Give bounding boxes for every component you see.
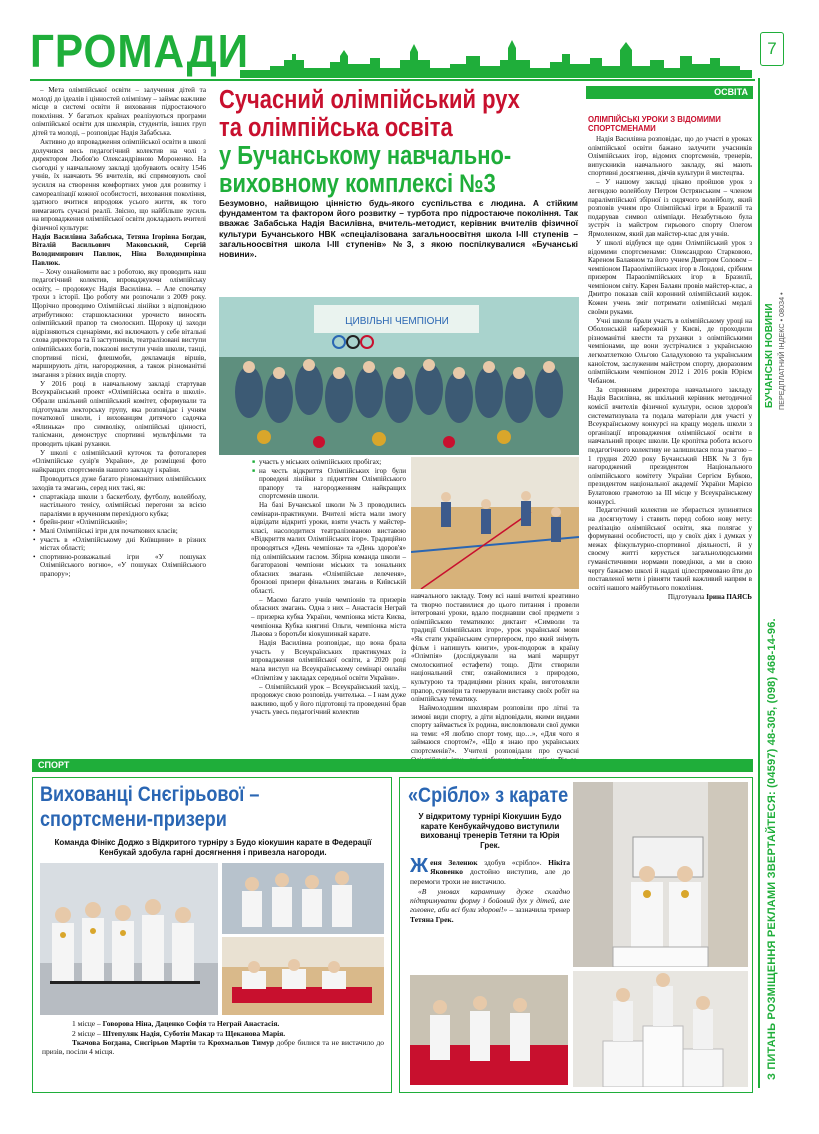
byline [588,593,752,602]
caption-second-place-last: Щеканова Марія. [225,1028,286,1038]
sport-left-title-line-2: спортсмени-призери [40,808,227,831]
paragraph: – Олімпійський урок – Всеукраїнський захід, – продовжує свою розповідь учителька. – І нам дуже важливо, щоб у його підготовці та проведенні брав участь увесь педагогічний колектив [251,682,406,717]
city-skyline-graphic [240,30,752,80]
sport-left-headline [40,782,385,832]
gym-photo [411,457,579,589]
list-item: • Малі Олімпійські ігри для початкових класів; [32,527,206,536]
caption-fourth-place-names: Ткачова Богдана, Снєгірьов Мартін [72,1038,197,1048]
paragraph: У школі відбувся ще один Олімпійський урок з відомими спортсменами: Олександрою Старковою, Кареном Балаяном та його учнем Дмитром Соловєм – чемпіоном Параолімпійських ігор в Лондоні, срібним призером Параолімпійських ігор в Бразилії, чемпіоном світу. Карен Балаян провів майстер-клас, а Дмитро показав свій коронний олімпійський кидок. Кожен учень зміг потримати олімпійські медалі своїми руками. [588,238,752,316]
caption-first-place-names: Говорова Ніна, Даценко Софія [102,1019,207,1028]
subsection-heading: ОЛІМПІЙСЬКІ УРОКИ З ВІДОМИМИ СПОРТСМЕНАМИ [588,115,721,133]
paragraph: Учні школи брали участь в олімпійському уроці на Оболонській набережній у Києві, де проходили різноманітні квести та руханки з олімпійськими чемпіонами, ще вони зустрічалися з українською легкоатлеткою Ольгою Саладуховою та українським каноїстом, заслуженим майстром спорту, дворазовим олімпійським чемпіоном 2012 і 2016 років Юрієм Чебаном. [588,316,752,385]
athlete-result-2: достойно виступив, але до перемоги трохи не вистачило. [410,867,571,886]
sidebar-divider [758,78,760,1088]
caption-first-place [42,1019,384,1028]
karate-team-photo-1 [40,863,218,1015]
athlete-result-1: здобув «срібло». [484,858,542,867]
athlete-name-1: еня Зеленюк [430,858,478,867]
paragraph: На базі Бучанської школи №3 проводились семінари-практикуми. Вчителі міста мали змогу відвідати відкриті уроки, взяти участь у майстер-класі, насолодитися театралізованою виставою «Відкриття малих Олімпійських ігор». Традиційно проводяться «День чемпіона» та «День здоров'я» під олімпійським гаслом. Збірна команда школи – багаторазові чемпіони міських та зональних обласних змагань «Олімпійське лелеченя», бронзові призери фінальних змагань в Київській області. [251,500,406,595]
paragraph: Проводиться дуже багато різноманітних олімпійських заходів та змагань, серед них такі, як: [32,475,206,492]
caption-second-place-names: Штепуляк Надія, Суботін Макар [102,1028,215,1038]
caption-second-place-label: 2 місце – [72,1028,101,1038]
list-item: • участь в «Олімпійському дні Київщини» в різних містах області; [32,536,206,553]
quote-text: «В умовах карантину дуже складно підтримувати форму і бойовий дух у дітей, але головне, аби всі були здорові!» [410,886,570,915]
brand-name-vertical: БУЧАНСЬКІ НОВИНИ [764,303,775,408]
group-photo [219,297,579,455]
list-item: ■ участь у міських олімпійських пробігах; [251,458,406,467]
byline-author: Ірина ПАЯСЬ [706,592,752,601]
section-masthead: ГРОМАДИ [30,25,249,77]
header-rule [30,79,755,81]
article-column-2 [251,458,406,728]
headline-line-2: та олімпійська освіта [219,114,453,142]
paragraph: У школі є олімпійський куточок та фотогалерея «Олімпійське сузір'я України», де розміщені фото найкращих спортсменів нашого закладу і країни. [32,448,206,475]
kids-karate-photo [410,975,568,1085]
paragraph: Наймолодшим школярам розповіли про літні та зимові види спорту, а діти відповідали, якими видами спорту займається їх родина, висловлювали свої думки на теми: «Я люблю спорт тому, що…», «Для чого я займаюся спортом?», «Що я знаю про українських спортсменів?». Учителі розповідали про сучасні [411,704,579,756]
paragraph: У 2016 році в навчальному закладі стартував Всеукраїнський проект «Олімпійська освіта в школі». Обрали шкільний олімпійський комітет, сформували та підготували лекторську групу, яка розповідає і учням початкової школи, і вихованцям дитячого садочка «Ялинька» про символіку, олімпійські цінності, талісмани, демонструє спортивні мультфільми та проводить цікаві руханки. [32,379,206,448]
paragraph: – Мета олімпійської освіти – залучення дітей та молоді до ідеалів і цінностей олімпізму – займає важливе місце в системі освіти й виховання підростаючого покоління. У багатьох країнах реалізуються програми олімпійської освіти для школярів, студентів, інших груп дітей та молоді, – розповідає Надія Забабська. [32,86,206,137]
drop-cap: Ж [410,855,429,877]
caption-second-place-and: та [216,1028,224,1038]
caption-first-place-label: 1 місце – [72,1019,101,1028]
section-label-education: ОСВІТА [586,86,753,99]
list-item: • спортивно-розважальні ігри «У пошуках Олімпійського вогню», «У пошуках Олімпійського прапору»; [32,553,206,579]
sport-right-lead: У відкритому турнірі Кіокушин Будо карате Кенбукайчудово виступили вихованці тренерів Тетяни та Юрія Грек. [418,812,562,850]
list-item: • спартакіада школи з баскетболу, футболу, волейболу, настільного тенісу, олімпійські перегони за всією параліями в врученням перехідного кубка; [32,493,206,519]
coach-name: Тетяна Грек. [410,914,454,924]
sport-left-caption [42,1019,384,1057]
article-column-3 [411,592,579,756]
article-headline [219,86,579,198]
events-list-continued [251,458,406,501]
caption-fourth-place-and: та [198,1038,206,1048]
sport-left-lead: Команда Фінікс Доджо з Відкритого турніру з Будо кіокушин карате в Федерації Кенбукай здобула гарні досягнення і привезла нагороди. [54,838,372,857]
paragraph: Педагогічний колектив не збирається зупинятися на досягнутому і ставить перед собою нову мету: реалізацію олімпійської освіти, яка полягає у формуванні особистості, що у своїх діях і думках у межах фізкультурно-спортивної діяльності, й у своєму житті керується загальнолюдськими гуманістичними нормами поведінки, а ми в свою чергу бажаємо школі й надалі цілеспрямовано йти до поставленої мети і рівняти такий важливий напрям в освіті нашого майбутнього покоління. [588,506,752,592]
headline-line-3: у Бучанському навчально- [219,142,512,170]
karate-team-photo-2 [222,863,384,934]
sport-right-title: «Срібло» з карате [408,784,569,807]
list-item: ■ на честь відкриття Олімпійських ігор були проведені лінійки з підняттям Олімпійського прапору та нагородженням найкращих спортсменів школи. [251,467,406,501]
section-label-sport: СПОРТ [32,759,753,772]
teachers-list: Надія Василівна Забабська, Тетяна Ігорівна Богдан, Віталій Васильович Маковський, Сергій Володимирович Павлюк, Ніна Володимирівна Павлюк. [32,232,206,267]
paragraph: – Маємо багато учнів чемпіонів та призерів обласних змагань. Одна з них – Анастасія Неграй – призерка кубка України, чемпіонка міста Києва, чемпіонка Кубка княгині Ольги, чемпіонка міста Львова з боротьби кіокушинкай карате. [251,595,406,639]
byline-prefix: Підготувала [667,592,705,601]
coach-quote [410,887,570,925]
events-list [32,493,206,579]
paragraph: – Хочу ознайомити вас з роботою, яку проводить наш педагогічний колектив, впроваджуючи олімпійську освіту, – продовжує Надія Василівна. – Але спочатку трохи з історії. Цю роботу ми розпочали з 2009 року. Щорічно проводимо Олімпійські лінійки з відповідною атрибутикою: старшокласники урочисто виносять олімпійський прапор та смолоскип. Щороку ці заходи відрізняються сценаріями, які включають у себе вітальні слова директора та її заступників, театралізовані виступи олімпійських богів, показові виступи учнів школи, танці, спортивні пісні, флешмоби, декламація віршів, марширують діти, нагородження, а також різноманітні змагання з різних видів спорту. [32,267,206,379]
caption-second-place [42,1029,384,1038]
page-number: 7 [760,32,784,66]
article-lead: Безумовно, найвищою цінністю будь-якого суспільства є людина. А стійким фундаментом та фактором його розвитку – турбота про підростаюче покоління. Так вважає Забабська Надія Василівна, вчитель-методист, керівник вчителів фізичної культури Бучанського НВК «спеціалізована загальноосвітня школа І-ІІІ ступенів – загальноосвітня школа І-ІІІ ступенів» №3, з якою поспілкувалися «Бучанські новини». [219,198,578,260]
caption-fourth-place [42,1038,384,1056]
athlete-name-2: Нікіта Яковенко [430,858,571,877]
paragraph: навчального закладу. Тому всі наші вчителі креативно та творчо поставилися до цього питання і провели інтегровані уроки, вдало поєднавши свої предмети з олімпійською тематикою: диктант «Символи та традиції Олімпійських ігор», урок української мови «Як стати українським суперґероєм, про який знімуть фільм і напишуть книги», урок-подорож в країну «Олімпія» (досліджували на мапі маршрут смолоскипної естафети) тощо. Діти створили національний стяг, ознайомилися з природою, культурою та традиціями різних країн, виготовляли прапор, сувеніри та генерували виставку своїх робіт на олімпійську тематику. [411,592,579,704]
subscription-index-vertical: ПЕРЕДПЛАТНИЙ ІНДЕКС • 08034 • [777,292,786,410]
headline-line-1: Сучасний олімпійський рух [219,86,520,114]
caption-fourth-place-rest: добре билися та не вистачило до призів, посіли 4 місця. [42,1038,385,1057]
sport-right-body [410,855,571,925]
paragraph: Надія Василівна розповідає, що вона брала участь у Всеукраїнських практикумах із впровадження олімпійської освіти, а 2020 році мала виступ на Всеукраїнському семінарі онлайн «Олімпізм у закладах середньої освіти України». [251,639,406,682]
paragraph: За сприянням директора навчального закладу Надія Василівна, як шкільний керівник методичної комісії вчителів фізичної культури, основ здоров'я систематизувала та подала матеріали для участі у Всеукраїнському конкурсі на кращу модель школи з організації впровадження олімпійської освіти в навчальний процес школи. Це кропітка робота всього педагогічного колективу не залишилася поза увагою – 1 грудня 2020 року Бучанський НВК №3 був нагороджений президентом Національного олімпійського комітету України Сергієм Бубкою, президентом національної академії України Марією Булатовою грамотою за ІІІ місце у Всеукраїнському конкурсі. [588,385,752,506]
article-column-4 [588,135,752,731]
headline-line-4: виховному комплексі №3 [219,170,496,198]
paragraph: Надія Василівна розповідає, що до участі в уроках олімпійської освіти бажано залучити учасників Олімпійських ігор, відомих спортсменів, тренерів, випускників навчального закладу, які мають спортивні досягнення, діячів культури й мистецтва. [588,135,752,178]
sport-left-title-line-1: Вихованці Снєгірьової – [40,783,260,806]
advertising-contacts-vertical: З ПИТАНЬ РОЗМІЩЕННЯ РЕКЛАМИ ЗВЕРТАЙТЕСЯ: (04597) 48-305, (098) 468-14-96. [766,618,778,1080]
article-column-1 [32,86,206,734]
photo-banner-text: ЦИВІЛЬНІ ЧЕМПІОНИ [345,316,449,327]
caption-first-place-and: та [208,1019,216,1028]
paragraph: – У нашому закладі цікаво пройшов урок з легендою волейболу Петром Острянським – членом паралімпійської збірної із сидячого волейболу, який розповів учням про Олімпійські ігри в Бразилії та подарував символ олімпіади. Незабутньою була зустріч із майстром гирьового спорту Олегом Ярмоленком, який дав майстер-клас для учнів. [588,178,752,238]
list-item: • брейн-ринг «Олімпійський»; [32,518,206,527]
medal-ceremony-photo [573,782,748,967]
quote-attribution: – зазначила тренер [509,905,571,915]
karate-team-photo-3 [222,937,384,1015]
caption-first-place-last: Неграй Анастасія. [216,1019,280,1028]
caption-fourth-place-last: Крохмальов Тимур [207,1038,275,1048]
podium-photo [573,971,748,1087]
paragraph: Активно до впровадження олімпійської освіти в школі долучився весь педагогічний колектив на чолі з директором Любов'ю Олександрівною Мороненко. На сьогодні у навчальному закладі здобувають освіту 1546 учнів, їх навчають 96 вчителів, які спрямовують свої зусилля на створення комфортних умов для розвитку і самореалізації кожної особистості, виховання покоління, здатного вчитися впродовж усього життя, як того вимагають сучасні реалії. Звісно, що найбільше зусиль на впровадження олімпійської освіти докладають вчителі фізичної культури: [32,137,206,232]
sport-right-paragraph [410,855,571,886]
